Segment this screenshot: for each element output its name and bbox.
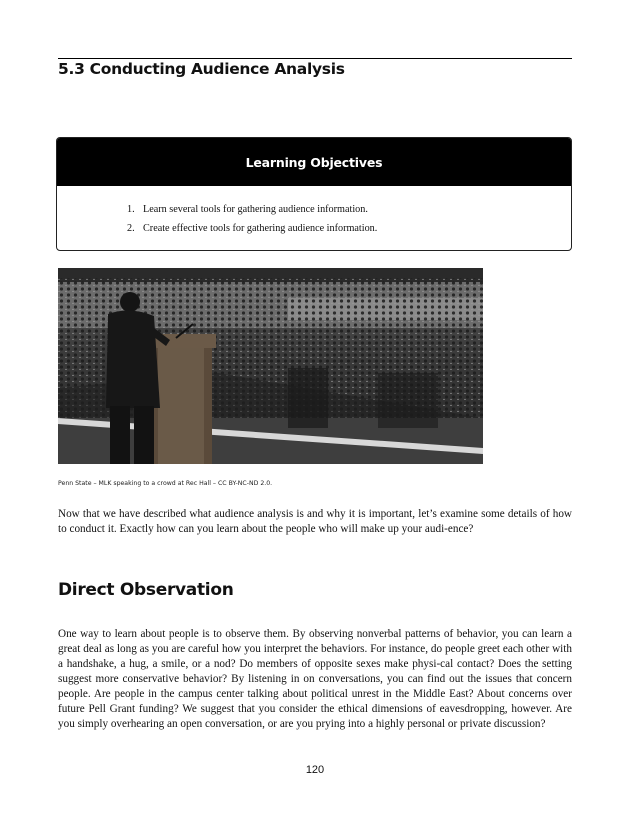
list-item xyxy=(127,200,571,219)
intro-paragraph: Now that we have described what audience analysis is and why it is important, let’s examine some details of how to conduct it. Exactly how can you learn about the people who will make up your audi-ence? xyxy=(58,508,572,535)
list-item-text: Learn several tools for gathering audience information. xyxy=(143,204,368,215)
learning-objectives-box xyxy=(56,137,572,251)
list-item-text: Create effective tools for gathering audience information. xyxy=(143,223,378,234)
figure-caption: Penn State – MLK speaking to a crowd at Rec Hall – CC BY-NC-ND 2.0. xyxy=(58,480,273,487)
learning-objectives-list xyxy=(57,200,571,238)
list-item xyxy=(127,219,571,238)
list-item-number: 2. xyxy=(127,223,135,234)
top-rule xyxy=(58,58,572,59)
list-item-number: 1. xyxy=(127,204,135,215)
page-number: 120 xyxy=(305,764,325,776)
section-title: 5.3 Conducting Audience Analysis xyxy=(58,60,345,78)
subsection-title: Direct Observation xyxy=(58,580,234,600)
direct-observation-paragraph: One way to learn about people is to observe them. By observing nonverbal patterns of behavior, you can learn a great deal as long as you are careful how you interpret the behaviors. For instance, do people greet each other with a handshake, a hug, a smile, or a nod? Do members of opposite sexes make physi-cal contact? Does the setting suggest more conservative behavior? By listening in on conversations, you can find out the issues that concern people. Are people in the campus center talking about political unrest in the Middle East? About concerns over future Pell Grant funding? We suggest that you consider the ethical dimensions of eavesdropping, however. Are you simply overhearing an open conversation, or are you prying into a highly personal or private discussion? xyxy=(58,628,572,730)
learning-objectives-heading: Learning Objectives xyxy=(57,138,571,186)
mlk-crowd-photo xyxy=(58,268,483,464)
